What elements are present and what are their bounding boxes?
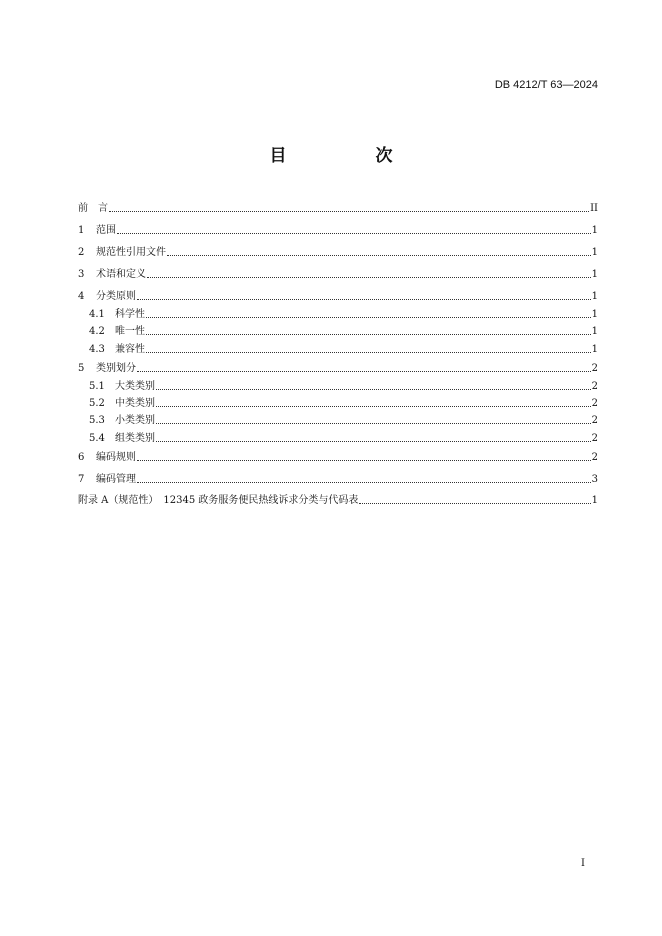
toc-entry-page: 2 <box>591 433 598 444</box>
toc-entry-page: 1 <box>591 247 598 258</box>
toc-entry[interactable] <box>78 221 598 237</box>
toc-entry-label: 术语和定义 <box>96 269 146 280</box>
toc-entry-number: 4 <box>78 291 85 302</box>
toc-entry-number: 3 <box>78 269 85 280</box>
toc-entry-label: 小类类别 <box>115 415 155 426</box>
toc-dot-leader <box>156 388 591 390</box>
toc-entry-page: 1 <box>591 495 598 506</box>
toc-entry-page: 1 <box>591 269 598 280</box>
toc-entry-label: 附录 A（规范性） 12345 政务服务便民热线诉求分类与代码表 <box>78 495 359 506</box>
toc-entry-number: 5.4 <box>89 433 105 444</box>
toc-dot-leader <box>146 316 591 318</box>
toc-entry-page: II <box>590 203 598 214</box>
toc-entry-label: 规范性引用文件 <box>96 247 166 258</box>
toc-entry-page: 1 <box>591 225 598 236</box>
toc-entry[interactable] <box>78 448 598 464</box>
toc-entry-label: 编码管理 <box>96 474 136 485</box>
toc-entry-number: 5.1 <box>89 381 105 392</box>
page-number: I <box>581 858 585 869</box>
toc-entry-number: 5 <box>78 363 85 374</box>
toc-dot-leader <box>137 370 591 372</box>
toc-entry[interactable] <box>78 287 598 303</box>
toc-entry-label: 前 言 <box>78 203 108 214</box>
toc-dot-leader <box>117 232 591 234</box>
toc-entry-page: 2 <box>591 452 598 463</box>
toc-entry[interactable] <box>89 340 598 356</box>
toc-entry-page: 1 <box>591 326 598 337</box>
toc-entry[interactable] <box>89 394 598 410</box>
toc-entry-label: 中类类别 <box>115 398 155 409</box>
toc-dot-leader <box>156 422 591 424</box>
toc-entry-number: 6 <box>78 452 85 463</box>
toc-entry-label: 类别划分 <box>96 363 136 374</box>
toc-dot-leader <box>146 351 591 353</box>
toc-entry[interactable] <box>78 265 598 281</box>
toc-dot-leader <box>137 481 591 483</box>
toc-dot-leader <box>146 333 591 335</box>
toc-entry[interactable] <box>78 359 598 375</box>
toc-entry[interactable] <box>78 199 598 215</box>
toc-entry-page: 1 <box>591 344 598 355</box>
toc-entry-label: 唯一性 <box>115 326 145 337</box>
toc-entry-page: 1 <box>591 309 598 320</box>
toc-entry-page: 2 <box>591 398 598 409</box>
toc-entry-label: 分类原则 <box>96 291 136 302</box>
toc-entry[interactable] <box>78 491 598 507</box>
toc-entry-label: 大类类别 <box>115 381 155 392</box>
toc-entry-label: 兼容性 <box>115 344 145 355</box>
toc-dot-leader <box>156 440 591 442</box>
toc-dot-leader <box>167 254 591 256</box>
toc-entry-number: 4.1 <box>89 309 105 320</box>
toc-entry-number: 5.3 <box>89 415 105 426</box>
toc-entry[interactable] <box>89 411 598 427</box>
toc-entry-page: 2 <box>591 381 598 392</box>
toc-dot-leader <box>109 210 589 212</box>
toc-entry-page: 3 <box>591 474 598 485</box>
toc-entry-page: 2 <box>591 415 598 426</box>
toc-entry-page: 2 <box>591 363 598 374</box>
toc-entry-number: 4.3 <box>89 344 105 355</box>
toc-entry-number: 2 <box>78 247 85 258</box>
toc-dot-leader <box>147 276 591 278</box>
toc-dot-leader <box>359 502 590 504</box>
toc-entry[interactable] <box>89 377 598 393</box>
toc-entry-number: 7 <box>78 474 85 485</box>
toc-entry-label: 编码规则 <box>96 452 136 463</box>
toc-entry-label: 组类类别 <box>115 433 155 444</box>
toc-dot-leader <box>156 405 591 407</box>
toc-entry-number: 5.2 <box>89 398 105 409</box>
toc-entry[interactable] <box>89 322 598 338</box>
page-title: 目 次 <box>269 146 429 166</box>
toc-entry-page: 1 <box>591 291 598 302</box>
document-id: DB 4212/T 63—2024 <box>494 79 598 91</box>
toc-dot-leader <box>137 459 591 461</box>
toc-entry[interactable] <box>78 470 598 486</box>
toc-entry[interactable] <box>78 243 598 259</box>
toc-entry-number: 1 <box>78 225 85 236</box>
toc-entry-number: 4.2 <box>89 326 105 337</box>
toc-entry[interactable] <box>89 305 598 321</box>
toc-dot-leader <box>137 298 591 300</box>
toc-entry-label: 科学性 <box>115 309 145 320</box>
toc-entry[interactable] <box>89 429 598 445</box>
toc-entry-label: 范围 <box>96 225 116 236</box>
